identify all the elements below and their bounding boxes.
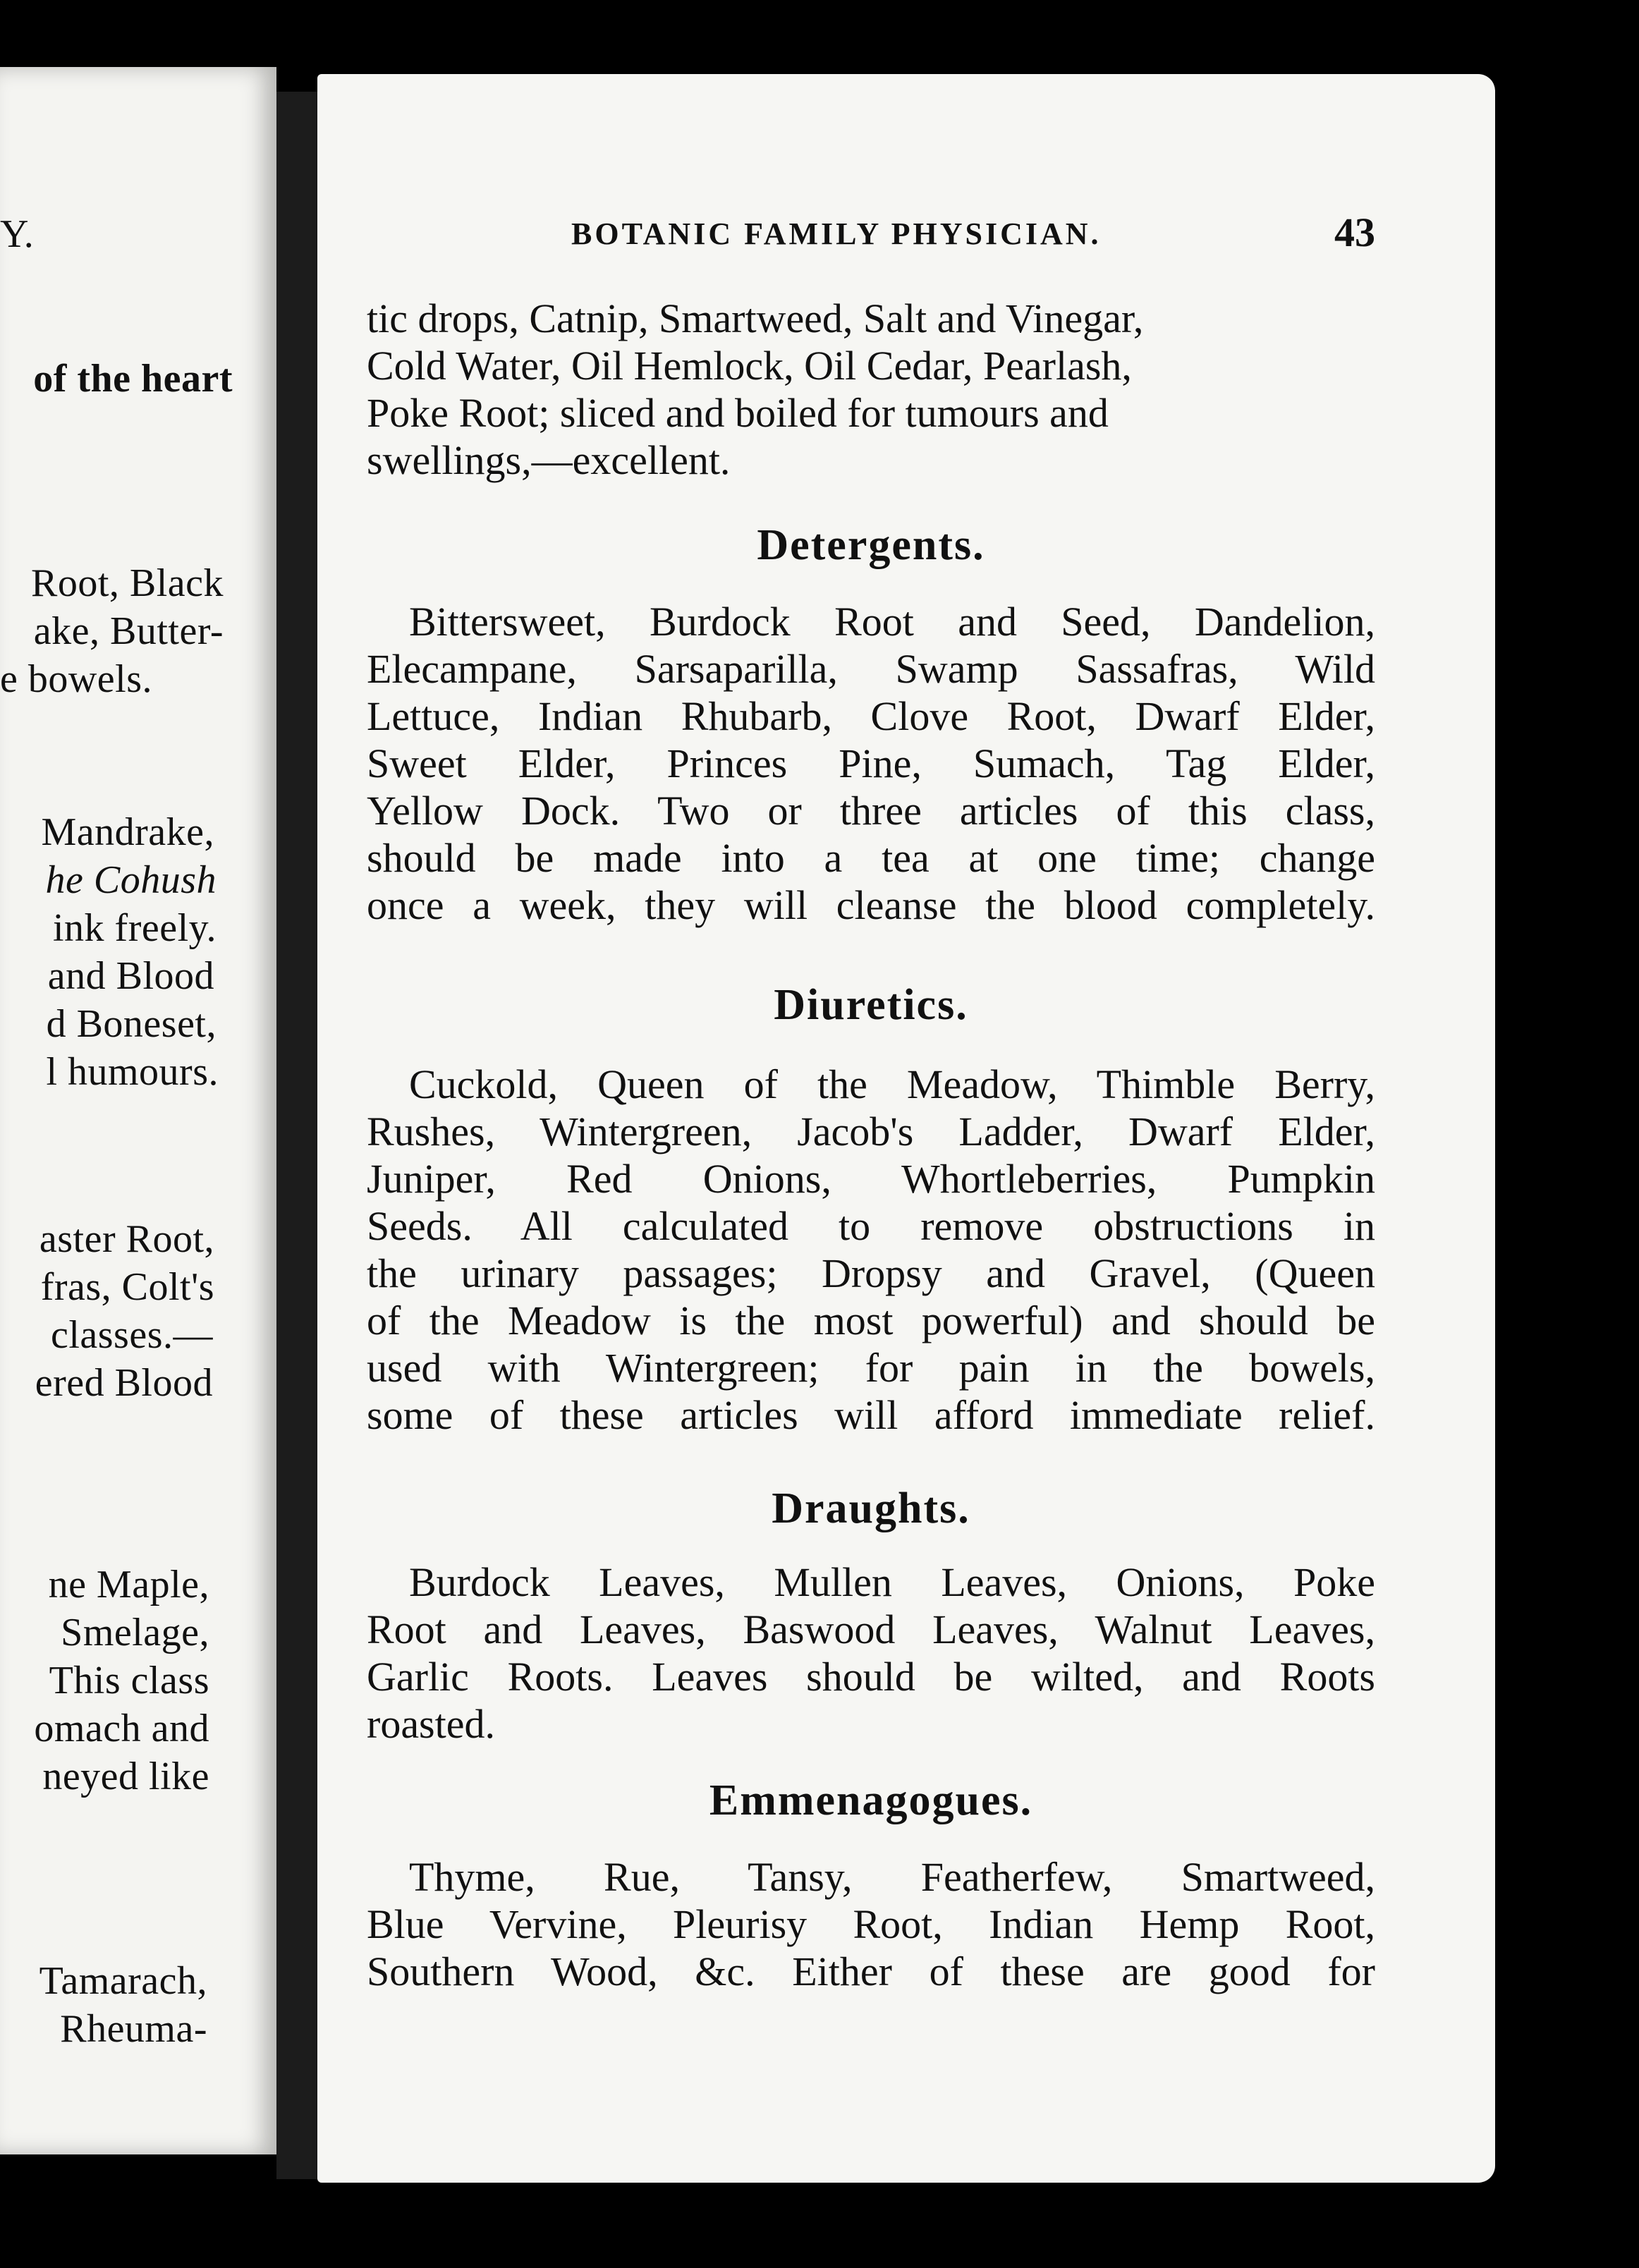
text-line: Sweet Elder, Princes Pine, Sumach, Tag Elder, [367,740,1375,786]
left-page-line: ered Blood [35,1361,213,1405]
text-line: Cold Water, Oil Hemlock, Oil Cedar, Pearlash, [367,343,1132,389]
text-line: tic drops, Catnip, Smartweed, Salt and Vinegar, [367,295,1144,341]
section-heading-emmenagogues: Emmenagogues. [709,1776,1033,1824]
text-line: roasted. [367,1701,495,1747]
left-page-line: ne Maple, [48,1563,209,1606]
left-page-line: d Boneset, [46,1002,217,1046]
text-line: Lettuce, Indian Rhubarb, Clove Root, Dwarf Elder, [367,693,1375,739]
left-page-line: omach and [34,1707,209,1750]
left-page-line: ake, Butter- [33,609,224,653]
text-line: Thyme, Rue, Tansy, Featherfew, Smartweed, [409,1854,1375,1900]
left-page-line: aster Root, [39,1217,214,1261]
intro-paragraph [367,295,1375,484]
text-line: Cuckold, Queen of the Meadow, Thimble Berry, [409,1061,1375,1107]
left-page-line: classes.— [50,1313,213,1357]
text-line: used with Wintergreen; for pain in the bowels, [367,1345,1375,1391]
text-line: Yellow Dock. Two or three articles of this class, [367,788,1375,834]
left-page-line: e bowels. [0,657,153,701]
text-line: should be made into a tea at one time; change [367,835,1375,881]
text-line: swellings,—excellent. [367,437,731,483]
text-line: Garlic Roots. Leaves should be wilted, and Roots [367,1654,1375,1700]
left-page-line: Rheuma- [60,2007,207,2051]
left-page-line: Smelage, [61,1611,209,1654]
left-page-line: This class [49,1659,209,1702]
section-heading-diuretics: Diuretics. [774,981,968,1029]
text-line: Juniper, Red Onions, Whortleberries, Pumpkin [367,1156,1375,1202]
text-line: Root and Leaves, Baswood Leaves, Walnut Leaves, [367,1606,1375,1652]
left-page-line: he Cohush [45,858,217,902]
left-page-line: neyed like [42,1755,209,1798]
draughts-paragraph [367,1559,1375,1748]
left-page-line: Mandrake, [41,810,214,854]
text-line: Elecampane, Sarsaparilla, Swamp Sassafras, Wild [367,646,1375,692]
emmenagogues-paragraph [367,1853,1375,1995]
text-line: Rushes, Wintergreen, Jacob's Ladder, Dwarf Elder, [367,1109,1375,1154]
left-page-line: Root, Black [30,561,224,605]
section-heading-detergents: Detergents. [757,521,985,569]
text-line: Southern Wood, &c. Either of these are good for [367,1949,1375,1994]
left-page-line: Tamarach, [39,1959,207,2003]
left-page-line: Y. [0,212,35,256]
detergents-paragraph [367,598,1375,929]
text-line: Bittersweet, Burdock Root and Seed, Dandelion, [409,599,1375,645]
left-page-line: of the heart [33,357,233,401]
text-line: Poke Root; sliced and boiled for tumours and [367,390,1109,436]
left-page-line: and Blood [47,954,214,998]
book-gutter [276,92,317,2179]
left-page [0,67,276,2154]
page-number: 43 [1334,209,1375,255]
text-line: Seeds. All calculated to remove obstructions in [367,1203,1375,1249]
left-page-line: l humours. [46,1050,219,1094]
section-heading-draughts: Draughts. [772,1484,970,1532]
text-line: Burdock Leaves, Mullen Leaves, Onions, Poke [409,1559,1375,1605]
running-head: BOTANIC FAMILY PHYSICIAN. [571,217,1102,251]
text-line: some of these articles will afford immediate relief. [367,1392,1375,1438]
diuretics-paragraph [367,1061,1375,1439]
left-page-line: ink freely. [53,906,217,950]
text-line: Blue Vervine, Pleurisy Root, Indian Hemp Root, [367,1901,1375,1947]
text-line: of the Meadow is the most powerful) and should be [367,1298,1375,1343]
text-line: once a week, they will cleanse the blood completely. [367,882,1375,928]
text-line: the urinary passages; Dropsy and Gravel, (Queen [367,1250,1375,1296]
left-page-line: fras, Colt's [40,1265,214,1309]
